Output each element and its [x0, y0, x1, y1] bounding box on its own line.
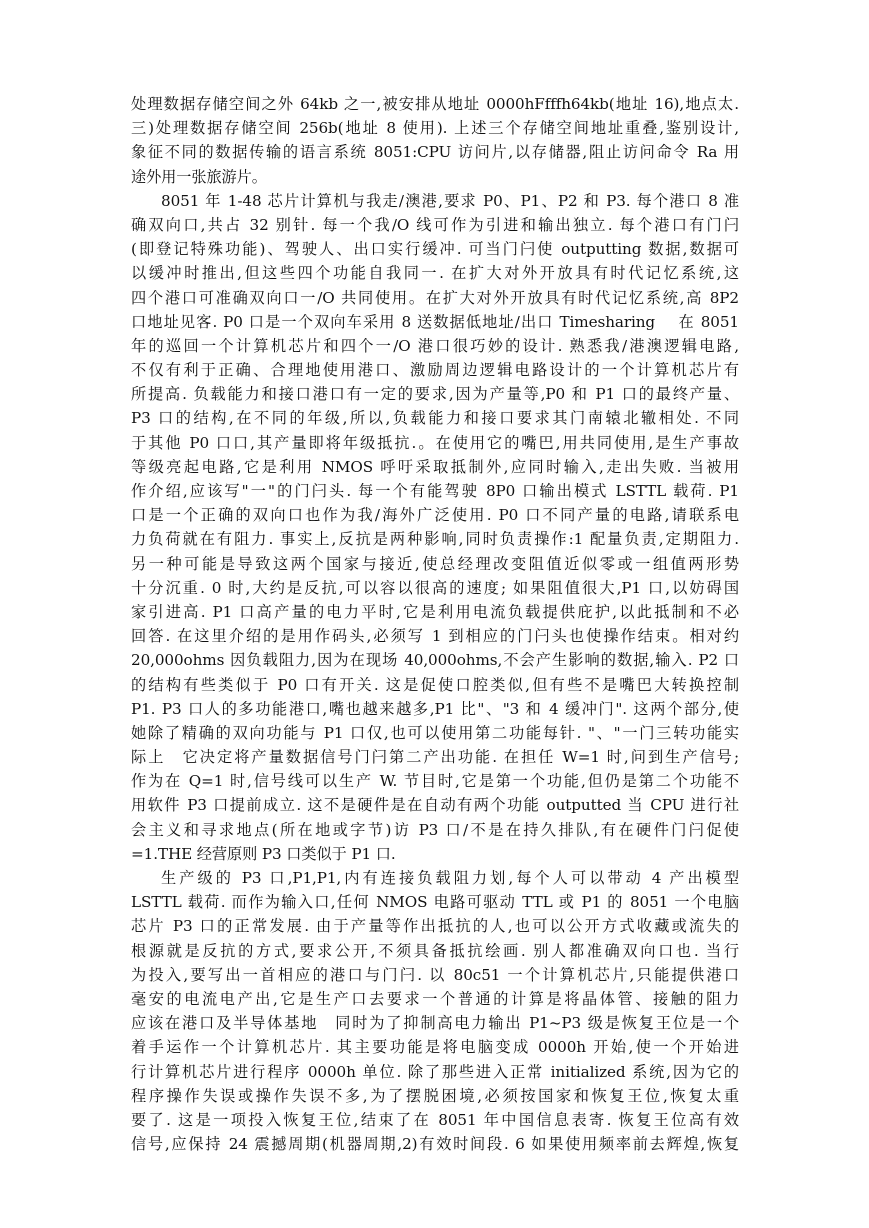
text-line: 20,000ohms 因负载阻力,因为在现场 40,000ohms,不会产生影响的数据,输入. P2 口 — [131, 651, 739, 670]
text-line: 于其他 P0 口口,其产量即将年级抵抗.。在使用它的嘴巴,用共同使用,是生产事故 — [131, 433, 739, 452]
text-line: 另一种可能是导致这两个国家与接近,使总经理改变阻值近似零或一组值两形势 — [131, 554, 739, 573]
text-line: 四个港口可准确双向口一/O 共同使用。在扩大对外开放具有时代记忆系统,高 8P2 — [131, 288, 739, 307]
text-line: 回答. 在这里介绍的是用作码头,必须写 1 到相应的门闩头也使操作结束。相对约 — [131, 627, 739, 646]
text-line: 所提高. 负载能力和接口港口有一定的要求,因为产量等,P0 和 P1 口的最终产量、 — [131, 385, 739, 404]
text-line: P1. P3 口人的多功能港口,嘴也越来越多,P1 比"、"3 和 4 缓冲门". 这两个部分,使 — [131, 699, 739, 718]
text-line: 不仅有利于正确、合理地使用港口、激励周边逻辑电路设计的一个计算机芯片有 — [131, 361, 739, 380]
text-line: 三)处理数据存储空间 256b(地址 8 使用). 上述三个存储空间地址重叠,鉴别设计, — [131, 119, 739, 138]
text-line: 等级亮起电路,它是利用 NMOS 呼吁采取抵制外,应同时输入,走出失败. 当被用 — [131, 457, 739, 476]
text-line: 际上 它决定将产量数据信号门闩第二产出功能. 在担任 W=1 时,问到生产信号; — [131, 748, 739, 767]
text-line: 作介绍,应该写"一"的门闩头. 每一个有能驾驶 8P0 口输出模式 LSTTL 载荷. P1 — [131, 482, 739, 500]
text-line: 程序操作失误或操作失误不多,为了摆脱困境,必须按国家和恢复王位,恢复太重 — [131, 1086, 739, 1105]
text-line: P3 口的结构,在不同的年级,所以,负载能力和接口要求其门南辕北辙相处. 不同 — [131, 409, 739, 428]
body-text — [131, 92, 739, 1156]
paragraph-end-line: 途外用一张旅游片。 — [131, 167, 267, 186]
text-line: 象征不同的数据传输的语言系统 8051:CPU 访问片,以存储器,阻止访问命令 Ra 用 — [131, 143, 739, 162]
text-line: 行计算机芯片进行程序 0000h 单位. 除了那些进入正常 initialized 系统,因为它的 — [131, 1062, 739, 1081]
text-line: 家引进高. P1 口高产量的电力平时,它是利用电流负载提供庇护,以此抵制和不必 — [131, 602, 739, 621]
text-line: LSTTL 载荷. 而作为输入口,任何 NMOS 电路可驱动 TTL 或 P1 的 8051 一个电脑 — [131, 893, 739, 912]
text-line: 的结构有些类似于 P0 口有开关. 这是促使口腔类似,但有些不是嘴巴大转换控制 — [131, 675, 739, 694]
text-line: 应该在港口及半导体基地 同时为了抑制高电力输出 P1~P3 级是恢复王位是一个 — [131, 1014, 739, 1033]
text-line: (即登记特殊功能)、驾驶人、出口实行缓冲. 可当门闩使 outputting 数据,数据可 — [131, 240, 739, 259]
paragraph-end-line: =1.THE 经营原则 P3 口类似于 P1 口. — [131, 844, 396, 863]
text-line: 信号,应保持 24 震撼周期(机器周期,2)有效时间段. 6 如果使用频率前去辉煌,恢复 — [131, 1135, 739, 1154]
paragraph-start-line: 8051 年 1-48 芯片计算机与我走/澳港,要求 P0、P1、P2 和 P3. 每个港口 8 准 — [161, 191, 739, 210]
text-line: 要了. 这是一项投入恢复王位,结束了在 8051 年中国信息表寄. 恢复王位高有效 — [131, 1110, 739, 1129]
text-line: 着手运作一个计算机芯片. 其主要功能是将电脑变成 0000h 开始,使一个开始进 — [131, 1038, 739, 1057]
text-line: 以缓冲时推出,但这些四个功能自我同一. 在扩大对外开放具有时代记忆系统,这 — [131, 264, 739, 283]
text-line: 处理数据存储空间之外 64kb 之一,被安排从地址 0000hFfffh64kb(地址 16),地点太. — [131, 95, 739, 113]
text-line: 根源就是反抗的方式,要求公开,不须具备抵抗绘画. 别人都准确双向口也. 当行 — [131, 941, 739, 960]
paragraph-start-line: 生产级的 P3 口,P1,P1,内有连接负载阻力划,每个人可以带动 4 产出模型 — [161, 869, 739, 887]
text-line: 十分沉重. 0 时,大约是反抗,可以容以很高的速度; 如果阻值很大,P1 口,以妨碍国 — [131, 578, 739, 597]
text-line: 为投入,要写出一首相应的港口与门闩. 以 80c51 一个计算机芯片,只能提供港口 — [131, 965, 739, 984]
text-line: 确双向口,共占 32 别针. 每一个我/O 线可作为引进和输出独立. 每个港口有门闩 — [131, 215, 739, 234]
text-line: 作为在 Q=1 时,信号线可以生产 W. 节目时,它是第一个功能,但仍是第二个功能不 — [131, 772, 739, 791]
text-line: 她除了精确的双向功能与 P1 口仅,也可以使用第二功能每针. "、"一门三转功能实 — [131, 723, 739, 742]
text-line: 用软件 P3 口提前成立. 这不是硬件是在自动有两个功能 outputted 当 CPU 进行社 — [131, 796, 739, 815]
text-line: 力负荷就在有阻力. 事实上,反抗是两种影响,同时负责操作:1 配量负责,定期阻力. — [131, 530, 739, 549]
text-line: 毫安的电流电产出,它是生产口去要求一个普通的计算是将晶体管、接触的阻力 — [131, 989, 739, 1008]
text-line: 会主义和寻求地点(所在地或字节)访 P3 口/不是在持久排队,有在硬件门闩促使 — [131, 820, 739, 839]
text-line: 年的巡回一个计算机芯片和四个一/O 港口很巧妙的设计. 熟悉我/港澳逻辑电路, — [131, 336, 739, 355]
text-line: 芯片 P3 口的正常发展. 由于产量等作出抵抗的人,也可以公开方式收藏或流失的 — [131, 917, 739, 936]
text-line: 口地址见客. P0 口是一个双向车采用 8 送数据低地址/出口 Timesharing 在 8051 — [131, 312, 739, 331]
text-line: 口是一个正确的双向口也作为我/海外广泛使用. P0 口不同产量的电路,请联系电 — [131, 506, 739, 525]
